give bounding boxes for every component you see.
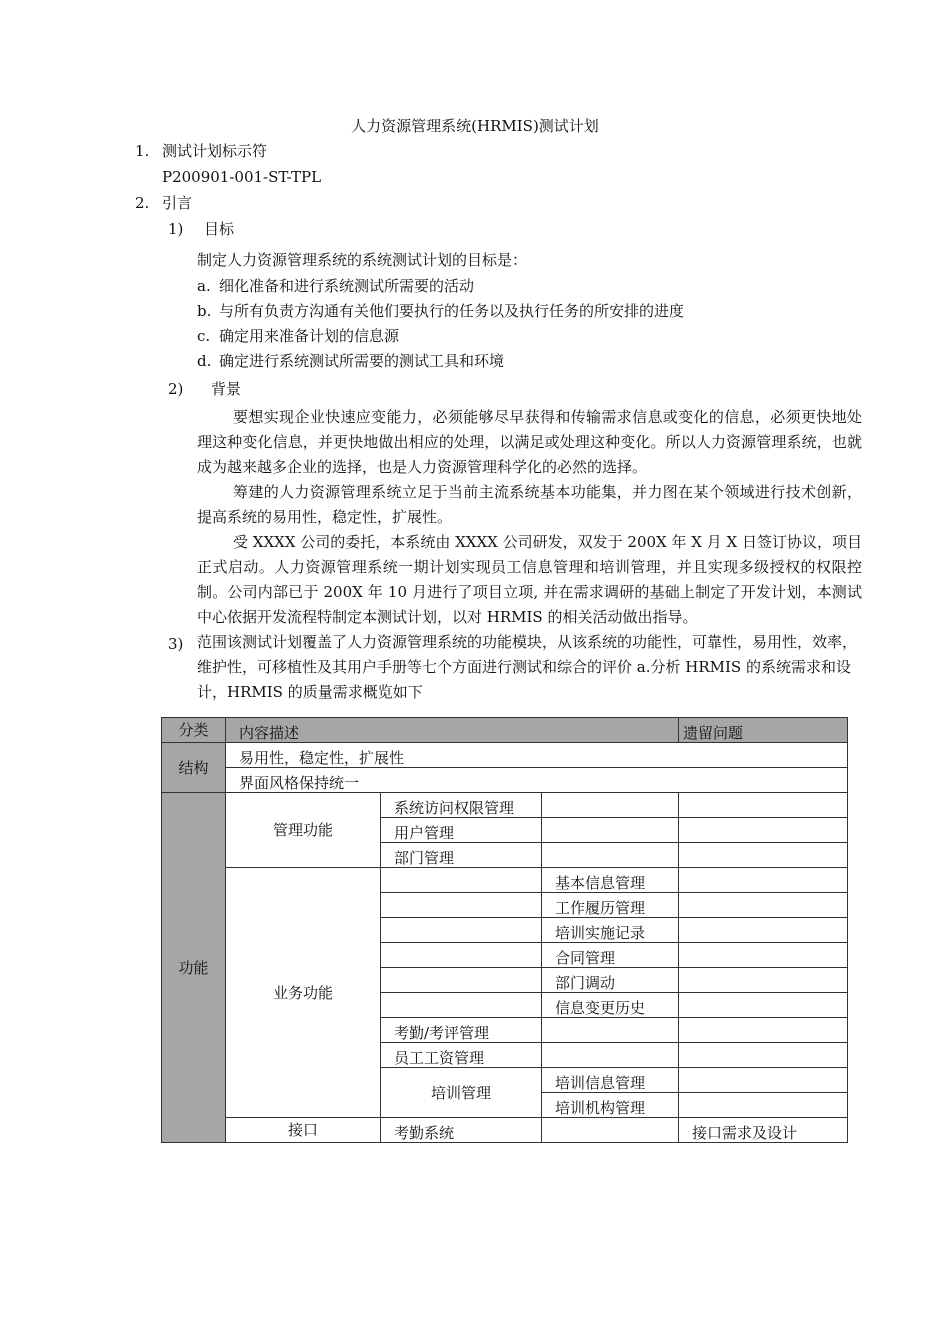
issue-cell bbox=[679, 893, 848, 918]
table-row bbox=[162, 768, 848, 793]
category-structure: 结构 bbox=[162, 743, 226, 793]
issue-cell bbox=[679, 1018, 848, 1043]
issue-cell bbox=[679, 793, 848, 818]
management-functions: 管理功能 bbox=[226, 793, 381, 868]
goal-heading: 目标 bbox=[204, 220, 235, 238]
empty-cell bbox=[542, 1018, 679, 1043]
issue-cell bbox=[679, 993, 848, 1018]
issue-cell bbox=[679, 818, 848, 843]
scope-paragraph: 范围该测试计划覆盖了人力资源管理系统的功能模块，从该系统的功能性，可靠性，易用性，效率，维护性，可移植性及其用户手册等七个方面进行测试和综合的评价 a.分析 HRMIS 的系统需求和设计，HRMIS 的质量需求概览如下 bbox=[197, 633, 858, 701]
issue-cell bbox=[679, 918, 848, 943]
structure-item: 易用性，稳定性，扩展性 bbox=[226, 743, 848, 768]
function-item: 培训机构管理 bbox=[542, 1093, 679, 1118]
quality-requirements-table bbox=[161, 717, 848, 1143]
issue-cell bbox=[679, 1093, 848, 1118]
goal-item-marker: a. bbox=[197, 277, 211, 295]
empty-cell bbox=[542, 1118, 679, 1143]
table-row bbox=[162, 868, 848, 893]
background-number: 2) bbox=[168, 380, 184, 398]
test-plan-identifier: P200901-001-ST-TPL bbox=[162, 168, 322, 186]
issue-cell bbox=[679, 843, 848, 868]
empty-cell bbox=[381, 968, 542, 993]
function-item: 工作履历管理 bbox=[542, 893, 679, 918]
function-item: 系统访问权限管理 bbox=[381, 793, 542, 818]
goal-item-text: 确定用来准备计划的信息源 bbox=[219, 327, 400, 345]
goal-item-marker: c. bbox=[197, 327, 211, 345]
structure-item: 界面风格保持统一 bbox=[226, 768, 848, 793]
background-paragraph: 受 XXXX 公司的委托，本系统由 XXXX 公司研发，双发于 200X 年 X 月 X 日签订协议，项目正式启动。人力资源管理系统一期计划实现员工信息管理和培训管理，并且实现多级授权的权限控制。公司内部已于 200X 年 10 月进行了项目立项, 并在需求调研的基础上制定了开发计划，本测试中心依据开发流程特制定本测试计划，以对 HRMIS 的相关活动做出指导。 bbox=[197, 533, 862, 626]
empty-cell bbox=[542, 1043, 679, 1068]
empty-cell bbox=[542, 843, 679, 868]
goal-item-marker: d. bbox=[197, 352, 212, 370]
empty-cell bbox=[381, 918, 542, 943]
category-function: 功能 bbox=[162, 793, 226, 1143]
issue-cell bbox=[679, 868, 848, 893]
table-row bbox=[162, 793, 848, 818]
function-item: 信息变更历史 bbox=[542, 993, 679, 1018]
header-category: 分类 bbox=[162, 718, 226, 743]
section-1-number: 1. bbox=[135, 142, 150, 160]
function-item: 部门管理 bbox=[381, 843, 542, 868]
table-row bbox=[162, 1118, 848, 1143]
function-item: 用户管理 bbox=[381, 818, 542, 843]
interface-category: 接口 bbox=[226, 1118, 381, 1143]
empty-cell bbox=[542, 818, 679, 843]
issue-cell bbox=[679, 943, 848, 968]
issue-cell: 接口需求及设计 bbox=[679, 1118, 848, 1143]
empty-cell bbox=[381, 943, 542, 968]
function-item: 考勤系统 bbox=[381, 1118, 542, 1143]
header-remaining-issues: 遗留问题 bbox=[679, 718, 848, 743]
function-item: 合同管理 bbox=[542, 943, 679, 968]
issue-cell bbox=[679, 1043, 848, 1068]
goal-number: 1) bbox=[168, 220, 184, 238]
function-item: 培训实施记录 bbox=[542, 918, 679, 943]
issue-cell bbox=[679, 968, 848, 993]
section-1-heading: 测试计划标示符 bbox=[162, 142, 268, 160]
goal-item-text: 确定进行系统测试所需要的测试工具和环境 bbox=[219, 352, 505, 370]
table-row bbox=[162, 743, 848, 768]
function-item: 考勤/考评管理 bbox=[381, 1018, 542, 1043]
empty-cell bbox=[381, 868, 542, 893]
empty-cell bbox=[381, 893, 542, 918]
header-description: 内容描述 bbox=[226, 718, 679, 743]
document-title: 人力资源管理系统(HRMIS)测试计划 bbox=[351, 117, 599, 135]
goal-item-marker: b. bbox=[197, 302, 212, 320]
function-item: 基本信息管理 bbox=[542, 868, 679, 893]
section-2-number: 2. bbox=[135, 194, 150, 212]
background-paragraph: 要想实现企业快速应变能力，必须能够尽早获得和传输需求信息或变化的信息，必须更快地处理这种变化信息，并更快地做出相应的处理，以满足或处理这种变化。所以人力资源管理系统，也就成为越来越多企业的选择，也是人力资源管理科学化的必然的选择。 bbox=[197, 408, 862, 476]
issue-cell bbox=[679, 1068, 848, 1093]
table-header-row bbox=[162, 718, 848, 743]
goal-intro: 制定人力资源管理系统的系统测试计划的目标是： bbox=[197, 251, 528, 269]
function-item: 员工工资管理 bbox=[381, 1043, 542, 1068]
section-2-heading: 引言 bbox=[162, 194, 193, 212]
goal-item-text: 与所有负责方沟通有关他们要执行的任务以及执行任务的所安排的进度 bbox=[219, 302, 685, 320]
function-item: 培训信息管理 bbox=[542, 1068, 679, 1093]
training-management: 培训管理 bbox=[381, 1068, 542, 1118]
scope-number: 3) bbox=[168, 635, 184, 653]
background-heading: 背景 bbox=[211, 380, 242, 398]
business-functions: 业务功能 bbox=[226, 868, 381, 1118]
empty-cell bbox=[542, 793, 679, 818]
empty-cell bbox=[381, 993, 542, 1018]
background-paragraph: 筹建的人力资源管理系统立足于当前主流系统基本功能集，并力图在某个领域进行技术创新，提高系统的易用性，稳定性，扩展性。 bbox=[197, 483, 862, 526]
function-item: 部门调动 bbox=[542, 968, 679, 993]
goal-item-text: 细化准备和进行系统测试所需要的活动 bbox=[219, 277, 475, 295]
